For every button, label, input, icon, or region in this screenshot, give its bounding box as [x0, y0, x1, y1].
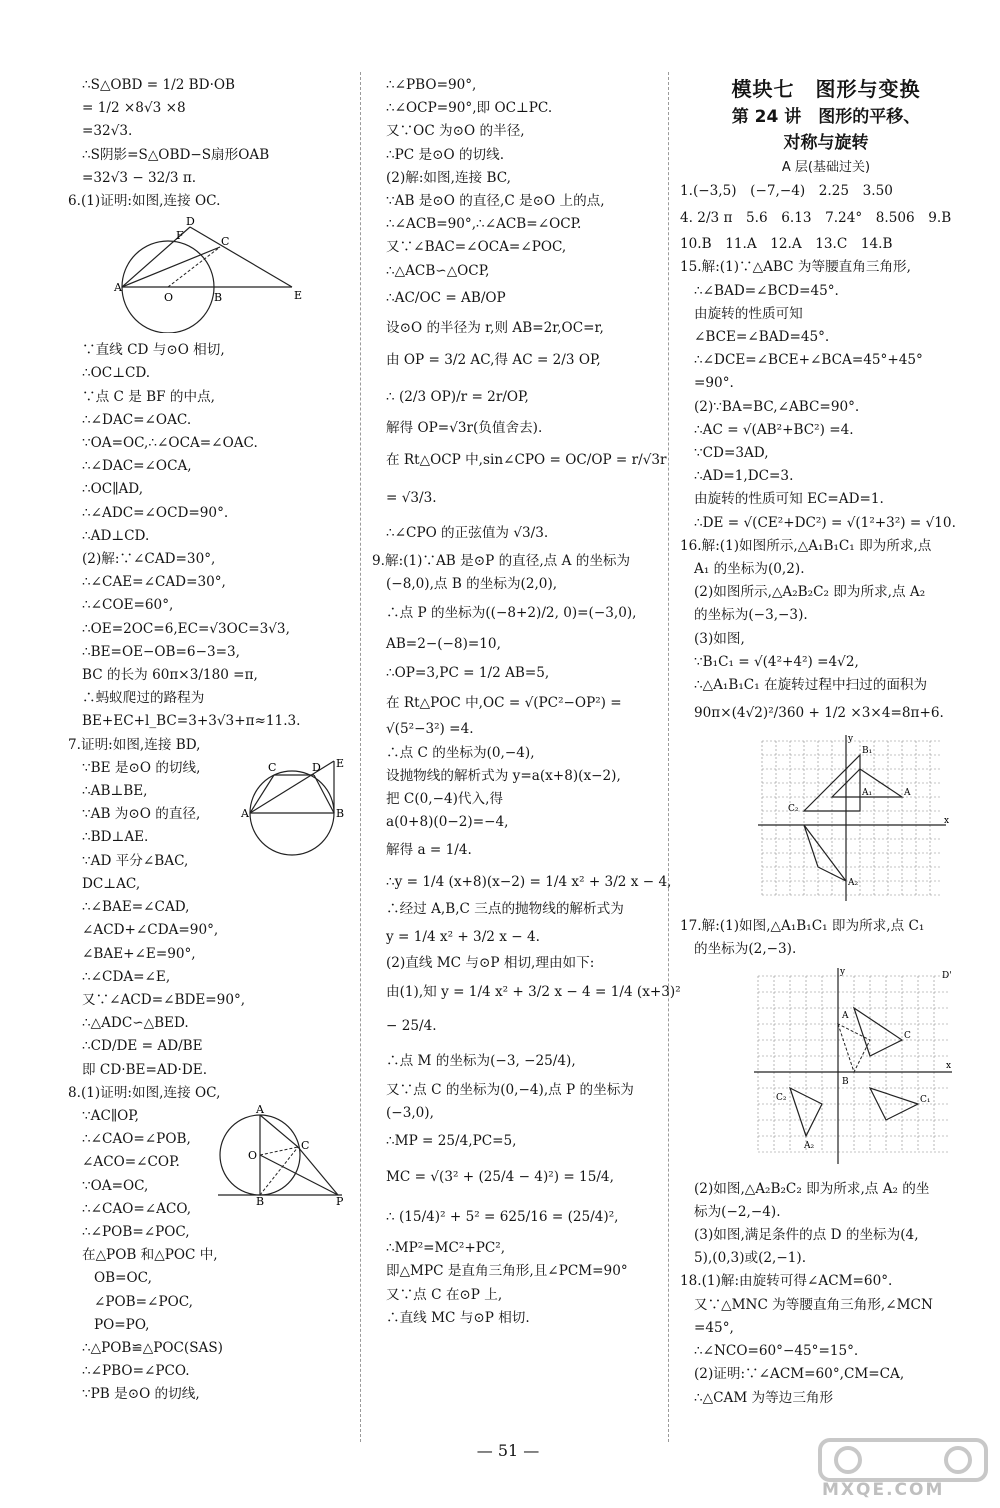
text-line: 标为(−2,−4). — [694, 1203, 781, 1220]
text-line: ∵OA=OC, — [82, 1177, 149, 1194]
text-line: (3)如图,满足条件的点 D 的坐标为(4, — [694, 1227, 919, 1244]
text-line: (2)解:∵∠CAD=30°, — [82, 551, 216, 568]
svg-text:C: C — [221, 235, 230, 249]
text-line: DC⊥AC, — [82, 875, 141, 892]
svg-text:C: C — [301, 1138, 310, 1152]
text-line: ∴直线 MC 与⊙P 相切. — [386, 1309, 530, 1326]
text-line: ∠POB=∠POC, — [94, 1293, 193, 1310]
text-line: ∴AC = √(AB²+BC²) =4. — [694, 421, 854, 438]
text-line: ∵PB 是⊙O 的切线, — [82, 1386, 200, 1403]
svg-text:A₂: A₂ — [848, 878, 859, 889]
svg-text:B: B — [214, 291, 223, 305]
text-line: 又∵∠ACD=∠BDE=90°, — [82, 991, 246, 1008]
text-line: ∴DE = √(CE²+DC²) = √(1²+3²) = √10. — [694, 514, 956, 531]
svg-text:A₁: A₁ — [862, 788, 873, 799]
text-line: 由 OP = 3/2 AC,得 AC = 2/3 OP, — [386, 351, 601, 368]
text-line: ∴OC∥AD, — [82, 481, 144, 498]
text-line: 又∵OC 为⊙O 的半径, — [386, 123, 525, 140]
text-line: ∴y = 1/4 (x+8)(x−2) = 1/4 x² + 3/2 x − 4, — [386, 874, 672, 891]
text-line: ∴△A₁B₁C₁ 在旋转过程中扫过的面积为 — [694, 677, 928, 694]
text-line: ∵点 C 是 BF 的中点, — [82, 388, 215, 405]
text-line: 解得 a = 1/4. — [386, 842, 472, 859]
text-line: ∴∠CPO 的正弦值为 √3/3. — [386, 525, 549, 542]
text-line: ∵AD 平分∠BAC, — [82, 852, 189, 869]
svg-text:C₂: C₂ — [776, 1092, 787, 1103]
text-line: ∴∠BAE=∠CAD, — [82, 899, 190, 916]
svg-text:B: B — [256, 1194, 265, 1205]
text-line: ∴∠COE=60°, — [82, 597, 174, 614]
text-line: ∴△ACB∽△OCP, — [386, 262, 490, 279]
text-line: 在 Rt△OCP 中,sin∠CPO = OC/OP = r/√3r — [386, 452, 667, 469]
text-line: 由旋转的性质可知 — [694, 305, 803, 322]
text-line: ∵AB 是⊙O 的直径,C 是⊙O 上的点, — [386, 193, 605, 210]
text-line: 即△MPC 是直角三角形,且∠PCM=90° — [386, 1263, 628, 1280]
text-line: ∴点 P 的坐标为((−8+2)/2, 0)=(−3,0), — [386, 605, 637, 622]
svg-text:A: A — [256, 1104, 264, 1116]
figure-q6-circle-tangent — [78, 215, 308, 333]
text-line: ∠BAE+∠E=90°, — [82, 945, 196, 962]
question-16-heading: 16.解:(1)如图所示,△A₁B₁C₁ 即为所求,点 — [680, 537, 932, 554]
text-line: ∴∠DAC=∠OCA, — [82, 458, 192, 475]
svg-text:O: O — [164, 291, 174, 305]
text-line: ∴∠DCE=∠BCE+∠BCA=45°+45° — [694, 352, 923, 369]
text-line: 又∵△MNC 为等腰直角三角形,∠MCN — [694, 1296, 933, 1313]
text-line: = √3/3. — [386, 490, 437, 507]
text-line: AB=2−(−8)=10, — [386, 636, 501, 653]
text-line: 设⊙O 的半径为 r,则 AB=2r,OC=r, — [386, 319, 604, 336]
figure-q7-circle-tangent — [240, 757, 350, 857]
level-title: A 层(基础过关) — [781, 160, 871, 175]
text-line: 在△POB 和△POC 中, — [82, 1247, 218, 1264]
question-15-heading: 15.解:(1)∵△ABC 为等腰直角三角形, — [680, 259, 911, 276]
svg-text:C: C — [268, 760, 277, 774]
text-line: ∵OA=OC,∴∠OCA=∠OAC. — [82, 435, 258, 452]
text-line: ∴OE=2OC=6,EC=√3OC=3√3, — [82, 620, 290, 637]
module-title: 模块七 图形与变换 — [731, 77, 921, 101]
text-line: ∴经过 A,B,C 三点的抛物线的解析式为 — [386, 901, 624, 918]
text-line: = 1/2 ×8√3 ×8 — [82, 100, 186, 117]
text-line: ∴∠ADC=∠OCD=90°. — [82, 504, 229, 521]
svg-text:A: A — [114, 281, 122, 295]
text-line: ∵CD=3AD, — [694, 445, 769, 462]
text-line: OB=OC, — [94, 1270, 152, 1287]
text-line: ∴∠DAC=∠OAC. — [82, 411, 192, 428]
svg-text:x: x — [946, 1060, 952, 1071]
text-line: ∴蚂蚁爬过的路程为 — [82, 690, 205, 707]
text-line: (2)如图,△A₂B₂C₂ 即为所求,点 A₂ 的坐 — [694, 1180, 930, 1197]
text-line: BE+EC+l_BC=3+3√3+π≈11.3. — [82, 713, 301, 730]
svg-text:D: D — [186, 215, 195, 229]
svg-text:y: y — [848, 734, 854, 745]
text-line: ∴S△OBD = 1/2 BD·OB — [82, 77, 236, 93]
text-line: ∴∠POB=∠POC, — [82, 1223, 190, 1240]
text-line: ∴CD/DE = AD/BE — [82, 1038, 203, 1055]
text-line: 又∵∠BAC=∠OCA=∠POC, — [386, 239, 567, 256]
figure-q8-circle-tangent — [218, 1105, 348, 1205]
text-line: ∴ (15/4)² + 5² = 625/16 = (25/4)², — [386, 1209, 619, 1226]
svg-text:P: P — [336, 1194, 344, 1205]
svg-text:E: E — [336, 756, 345, 770]
text-line: ∵AB 为⊙O 的直径, — [82, 806, 201, 823]
text-line: (2)如图所示,△A₂B₂C₂ 即为所求,点 A₂ — [694, 584, 926, 601]
text-line: ∵BE 是⊙O 的切线, — [82, 759, 201, 776]
svg-text:C₁: C₁ — [920, 1094, 931, 1105]
text-line: ∠ACD+∠CDA=90°, — [82, 922, 219, 939]
svg-text:A: A — [904, 788, 911, 799]
text-line: (2)直线 MC 与⊙P 相切,理由如下: — [386, 954, 595, 971]
text-line: ∴∠BAD=∠BCD=45°. — [694, 282, 839, 299]
lecture-title-line-2: 对称与旋转 — [783, 133, 869, 153]
text-line: ∴△ADC∽△BED. — [82, 1015, 189, 1032]
svg-text:y: y — [840, 966, 846, 977]
text-line: A₁ 的坐标为(0,2). — [694, 561, 805, 578]
text-line: (3)如图, — [694, 630, 745, 647]
svg-text:x: x — [944, 816, 950, 827]
text-line: ∴∠NCO=60°−45°=15°. — [694, 1343, 859, 1360]
text-line: PO=PO, — [94, 1316, 150, 1333]
text-line: ∴MP = 25/4,PC=5, — [386, 1133, 517, 1150]
text-line: MC = √(3² + (25/4 − 4)²) = 15/4, — [386, 1169, 614, 1186]
text-line: ∴∠PBO=90°, — [386, 77, 477, 93]
text-line: (−3,0), — [386, 1105, 434, 1122]
text-line: ∴∠CAO=∠ACO, — [82, 1200, 192, 1217]
question-7-heading: 7.证明:如图,连接 BD, — [68, 736, 201, 753]
column-2 — [372, 74, 681, 1330]
figure-q16-grid — [752, 731, 952, 909]
question-18-heading: 18.(1)解:由旋转可得∠ACM=60°. — [680, 1273, 893, 1290]
text-line: ∴∠CAO=∠POB, — [82, 1131, 191, 1148]
text-line: 由旋转的性质可知 EC=AD=1. — [694, 491, 884, 508]
text-line: (2)∵BA=BC,∠ABC=90°. — [694, 398, 860, 415]
text-line: ∴∠ACB=90°,∴∠ACB=∠OCP. — [386, 216, 582, 233]
text-line: ∠ACO=∠COP. — [82, 1154, 180, 1171]
text-line: 的坐标为(−3,−3). — [694, 607, 808, 624]
text-line: ∴△CAM 为等边三角形 — [694, 1389, 834, 1406]
svg-text:E: E — [294, 289, 303, 303]
svg-text:B: B — [842, 1076, 849, 1087]
svg-text:D': D' — [942, 970, 952, 981]
text-line: 90π×(4√2)²/360 + 1/2 ×3×4=8π+6. — [694, 705, 944, 722]
text-line: 解得 OP=√3r(负值舍去). — [386, 419, 543, 436]
text-line: 由(1),知 y = 1/4 x² + 3/2 x − 4 = 1/4 (x+3)² — [386, 983, 681, 1000]
text-line: ∴点 M 的坐标为(−3, −25/4), — [386, 1052, 576, 1069]
svg-text:C: C — [904, 1030, 911, 1041]
svg-text:O: O — [248, 1148, 258, 1162]
text-line: y = 1/4 x² + 3/2 x − 4. — [386, 928, 540, 945]
text-line: 又∵点 C 的坐标为(0,−4),点 P 的坐标为 — [386, 1081, 634, 1098]
lecture-title: 第 24 讲 图形的平移、 — [731, 107, 921, 127]
watermark-text: MXQE.COM — [822, 1480, 945, 1500]
question-8-heading: 8.(1)证明:如图,连接 OC, — [68, 1084, 221, 1101]
text-line: ∴∠CDA=∠E, — [82, 968, 171, 985]
text-line: ∴∠OCP=90°,即 OC⊥PC. — [386, 100, 553, 117]
text-line: =90°. — [694, 375, 734, 392]
text-line: (2)证明:∵∠ACM=60°,CM=CA, — [694, 1366, 905, 1383]
column-divider-2 — [668, 72, 669, 1442]
text-line: 设抛物线的解析式为 y=a(x+8)(x−2), — [386, 767, 621, 784]
text-line: =32√3 − 32/3 π. — [82, 169, 197, 186]
text-line: ∴AD⊥CD. — [82, 527, 150, 544]
page-number: — 51 — — [476, 1441, 540, 1460]
text-line: 的坐标为(2,−3). — [694, 941, 797, 958]
answer-line: 10.B 11.A 12.A 13.C 14.B — [680, 236, 893, 253]
text-line: ∴△POB≌△POC(SAS) — [82, 1339, 223, 1356]
text-line: ∵AC∥OP, — [82, 1107, 140, 1124]
text-line: ∴点 C 的坐标为(0,−4), — [386, 744, 535, 761]
answer-line: 1.(−3,5) (−7,−4) 2.25 3.50 — [680, 183, 893, 199]
text-line: ∴AC/OC = AB/OP — [386, 289, 506, 306]
text-line: ∴BD⊥AE. — [82, 829, 149, 846]
text-line: ∵B₁C₁ = √(4²+4²) =4√2, — [694, 653, 859, 670]
figure-q17-grid — [748, 964, 958, 1172]
text-line: 把 C(0,−4)代入,得 — [386, 791, 504, 808]
text-line: ∴S阴影=S△OBD−S扇形OAB — [82, 146, 270, 163]
text-line: ∵直线 CD 与⊙O 相切, — [82, 342, 225, 359]
text-line: BC 的长为 60π×3/180 =π, — [82, 667, 258, 684]
text-line: (2)解:如图,连接 BC, — [386, 169, 511, 186]
text-line: ∴AB⊥BE, — [82, 783, 148, 800]
column-1 — [68, 74, 350, 1407]
svg-text:A: A — [241, 806, 249, 820]
text-line: ∴AD=1,DC=3. — [694, 468, 794, 485]
answer-line: 4. 2/3 π 5.6 6.13 7.24° 8.506 9.B — [680, 210, 952, 227]
text-line: 5),(0,3)或(2,−1). — [694, 1250, 807, 1267]
text-line: √(5²−3²) =4. — [386, 721, 474, 738]
svg-text:F: F — [176, 229, 184, 243]
text-line: ∴OC⊥CD. — [82, 365, 151, 382]
svg-text:A: A — [842, 1010, 849, 1021]
svg-text:B: B — [336, 806, 345, 820]
svg-text:D: D — [312, 760, 321, 774]
text-line: ∴∠PBO=∠PCO. — [82, 1363, 190, 1380]
text-line: a(0+8)(0−2)=−4, — [386, 814, 509, 831]
question-9-heading: 9.解:(1)∵AB 是⊙P 的直径,点 A 的坐标为 — [372, 553, 631, 570]
text-line: ∠BCE=∠BAD=45°. — [694, 329, 830, 346]
svg-text:B₁: B₁ — [862, 746, 873, 757]
text-line: ∴OP=3,PC = 1/2 AB=5, — [386, 665, 550, 682]
text-line: (−8,0),点 B 的坐标为(2,0), — [386, 576, 558, 593]
text-line: 在 Rt△POC 中,OC = √(PC²−OP²) = — [386, 695, 622, 712]
svg-text:C₂: C₂ — [788, 804, 799, 815]
text-line: 即 CD·BE=AD·DE. — [82, 1061, 208, 1078]
question-6-heading: 6.(1)证明:如图,连接 OC. — [68, 193, 221, 210]
text-line: ∴MP²=MC²+PC², — [386, 1240, 506, 1257]
svg-text:A₂: A₂ — [804, 1140, 815, 1151]
text-line: =45°, — [694, 1319, 734, 1336]
text-line: ∴BE=OE−OB=6−3=3, — [82, 643, 240, 660]
text-line: − 25/4. — [386, 1017, 437, 1034]
column-3 — [680, 74, 972, 1410]
text-line: ∴∠CAE=∠CAD=30°, — [82, 574, 226, 591]
text-line: ∴PC 是⊙O 的切线. — [386, 146, 505, 163]
column-divider-1 — [360, 72, 361, 1442]
text-line: =32√3. — [82, 123, 133, 140]
question-17-heading: 17.解:(1)如图,△A₁B₁C₁ 即为所求,点 C₁ — [680, 918, 925, 935]
text-line: ∴ (2/3 OP)/r = 2r/OP, — [386, 388, 529, 405]
text-line: 又∵点 C 在⊙P 上, — [386, 1286, 503, 1303]
